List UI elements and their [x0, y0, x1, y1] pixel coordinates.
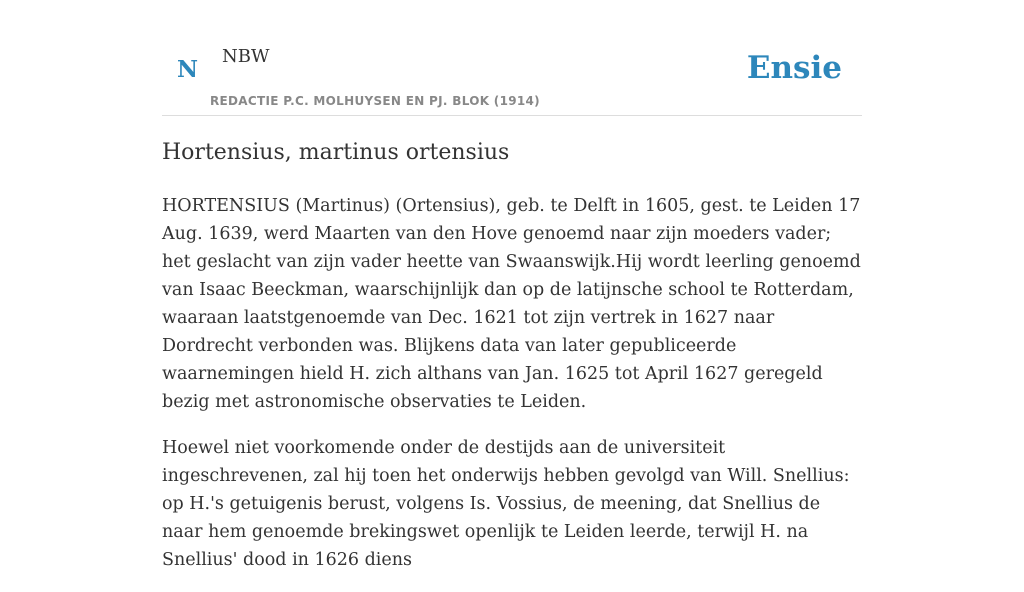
page-header [162, 0, 862, 116]
article-paragraph: Hoewel niet voorkomende onder de destijds aan de universiteit ingeschrevenen, zal hij toen het onderwijs hebben gevolgd van Will. Snellius: op H.'s getuigenis berust, volgens Is. Vossius, de meening, dat Snellius de naar hem genoemde brekingswet openlijk te Leiden leerde, terwijl H. na Snellius' dood in 1626 diens [162, 438, 850, 570]
source-subtitle: REDACTIE P.C. MOLHUYSEN EN PJ. BLOK (1914) [210, 94, 540, 108]
article-paragraph: HORTENSIUS (Martinus) (Ortensius), geb. te Delft in 1605, gest. te Leiden 17 Aug. 1639, werd Maarten van den Hove genoemd naar zijn moeders vader; het geslacht van zijn vader heette van Swaanswijk.Hij wordt leerling genoemd van Isaac Beeckman, waarschijnlijk dan op de latijnsche school te Rotterdam, waaraan laatstgenoemde van Dec. 1621 tot zijn vertrek in 1627 naar Dordrecht verbonden was. Blijkens data van later gepubliceerde waarnemingen hield H. zich althans van Jan. 1625 tot April 1627 geregeld bezig met astronomische observaties te Leiden. [162, 196, 861, 412]
article-body [162, 192, 862, 592]
source-logo[interactable]: N [177, 56, 199, 83]
source-name[interactable]: NBW [222, 46, 270, 67]
page-container [162, 0, 862, 570]
brand-logo-link[interactable]: Ensie [746, 50, 842, 86]
article-title: Hortensius, martinus ortensius [162, 140, 510, 165]
